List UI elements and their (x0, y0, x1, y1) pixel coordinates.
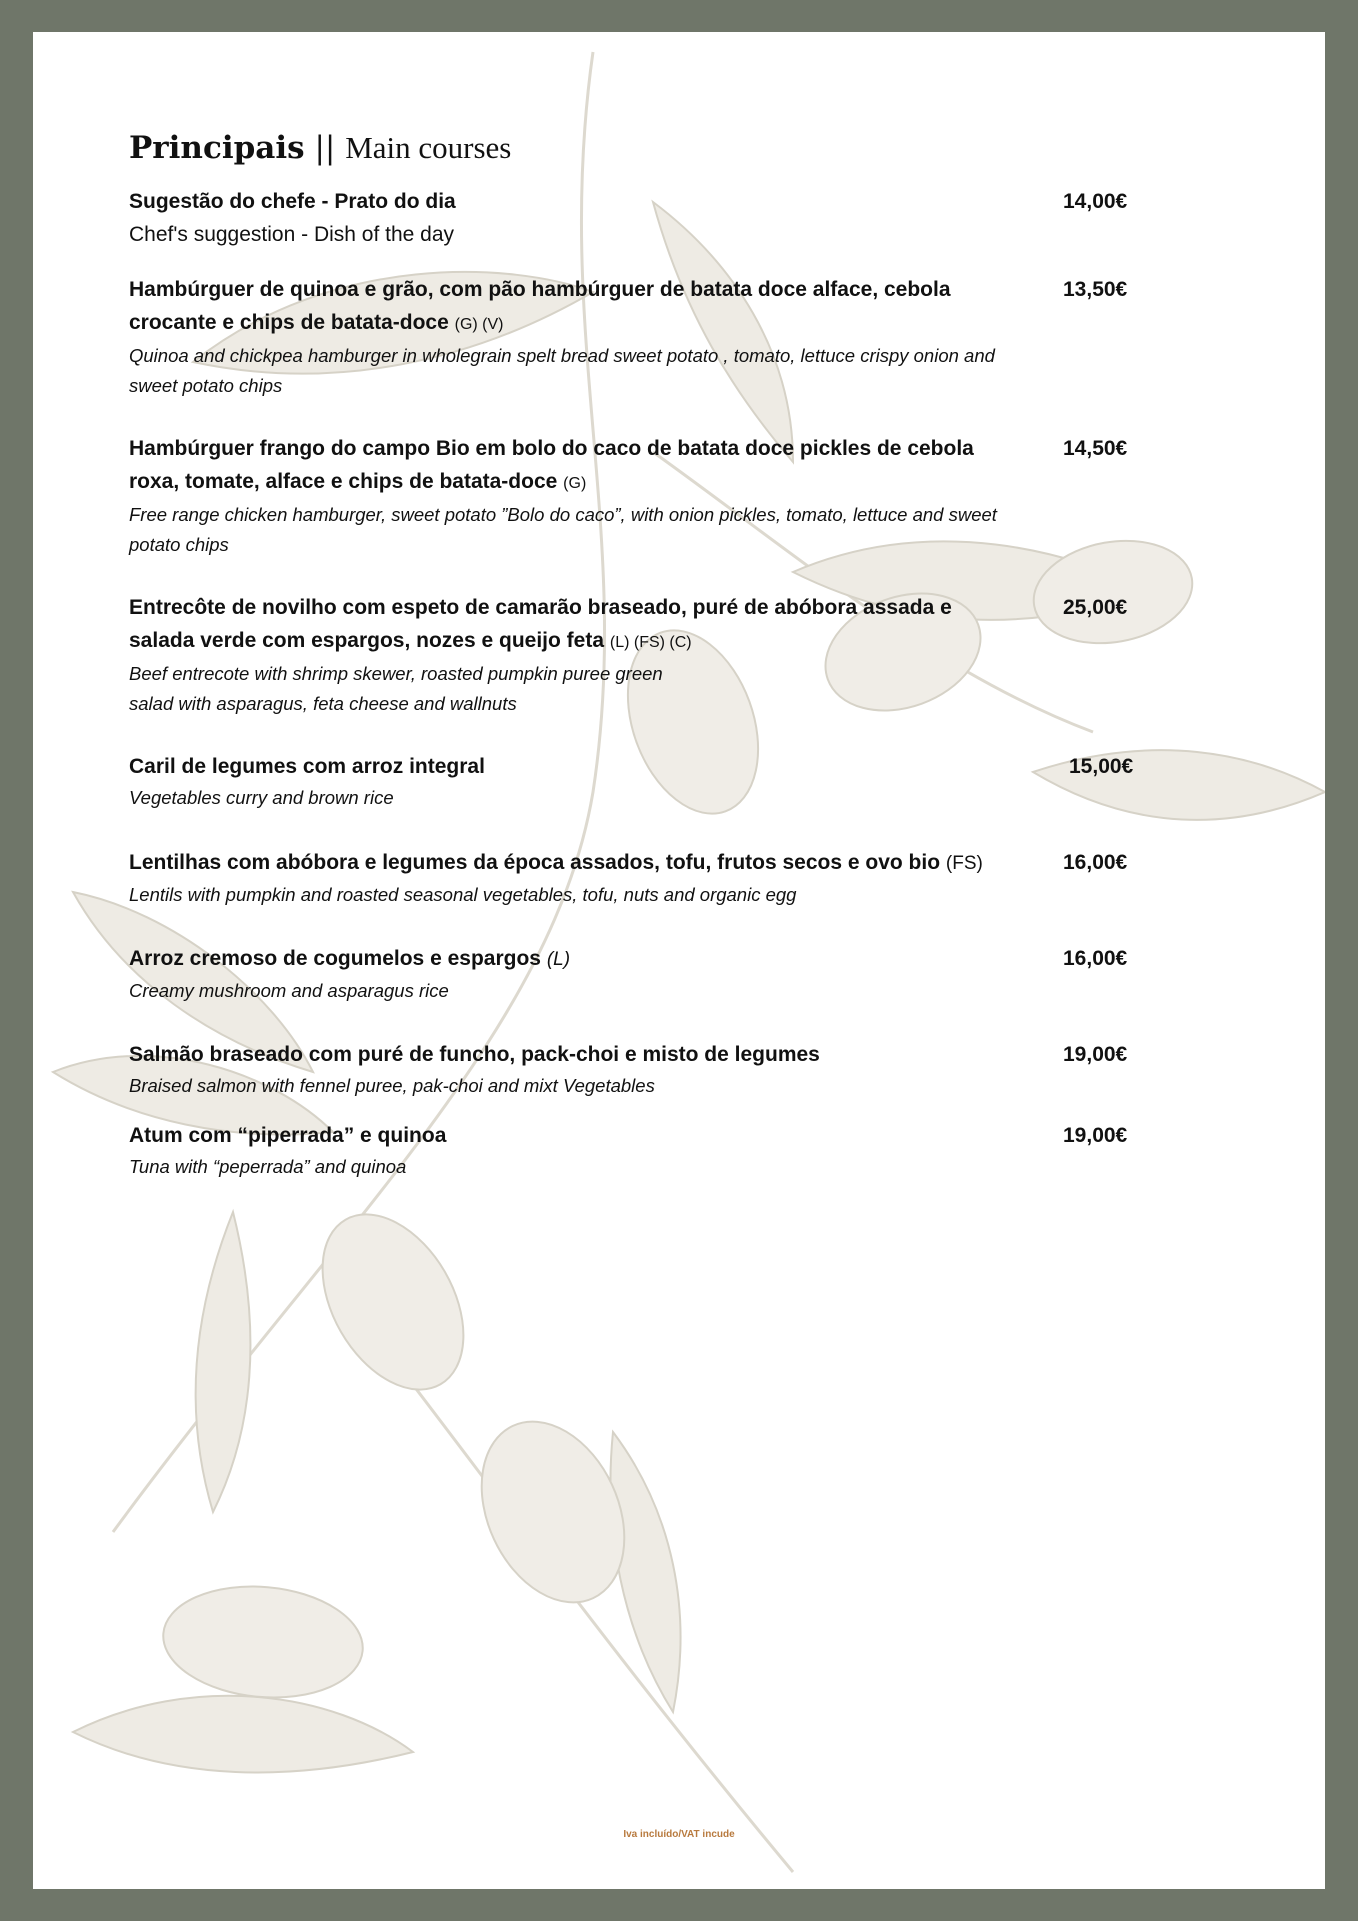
item-title-text: Lentilhas com abóbora e legumes da época assados, tofu, frutos secos e ovo bio (129, 851, 941, 874)
item-tags: (L) (FS) (C) (609, 634, 692, 651)
item-title-text: Arroz cremoso de cogumelos e espargos (129, 947, 541, 970)
menu-item (129, 750, 1279, 813)
item-tags: (G) (V) (454, 316, 504, 333)
heading-pt: Principais (129, 130, 305, 166)
item-price: 16,00€ (1063, 947, 1128, 970)
menu-item (129, 185, 1279, 251)
item-title: Sugestão do chefe - Prato do dia (129, 190, 456, 213)
leaf-shape (196, 1212, 251, 1512)
item-price: 19,00€ (1063, 1124, 1128, 1147)
item-tags: (G) (563, 475, 587, 492)
item-title (129, 273, 1009, 341)
heading-en: Main courses (345, 130, 512, 165)
item-description: Braised salmon with fennel puree, pak-choi and mixt Vegetables (129, 1075, 655, 1096)
item-tags: (L) (546, 949, 571, 970)
menu-item (129, 273, 1279, 401)
item-price: 19,00€ (1063, 1043, 1128, 1066)
item-title (129, 942, 1009, 976)
menu-item (129, 1038, 1279, 1101)
vat-footer-note: Iva incluído/VAT incude (623, 1829, 735, 1840)
heading-separator: || (304, 130, 346, 166)
item-description: Free range chicken hamburger, sweet potato ”Bolo do caco”, with onion pickles, tomato, lettuce and sweet potato chips (129, 504, 997, 555)
menu-page (33, 32, 1325, 1889)
menu-item (129, 432, 1279, 560)
menu-item (129, 942, 1279, 1006)
item-title-text: Entrecôte de novilho com espeto de camarão braseado, puré de abóbora assada e salada verde com espargos, nozes e queijo feta (129, 596, 952, 652)
item-title: Salmão braseado com puré de funcho, pack-choi e misto de legumes (129, 1043, 820, 1066)
item-price: 25,00€ (1063, 596, 1128, 619)
item-title (129, 591, 1009, 659)
item-price: 14,00€ (1063, 190, 1128, 213)
item-price: 16,00€ (1063, 851, 1128, 874)
item-price: 13,50€ (1063, 278, 1128, 301)
item-title-text: Hambúrguer frango do campo Bio em bolo do caco de batata doce pickles de cebola roxa, tomate, alface e chips de batata-doce (129, 437, 974, 493)
menu-item (129, 846, 1279, 910)
item-title: Caril de legumes com arroz integral (129, 755, 485, 778)
leaf-shape (73, 1696, 413, 1773)
section-heading (129, 130, 511, 166)
item-title (129, 846, 1029, 880)
leaf-shape (611, 1432, 681, 1712)
item-price: 14,50€ (1063, 437, 1128, 460)
menu-item (129, 1119, 1279, 1182)
olive-shape (294, 1190, 493, 1415)
item-title: Atum com “piperrada” e quinoa (129, 1124, 447, 1147)
item-description: Beef entrecote with shrimp skewer, roasted pumpkin puree green salad with asparagus, feta cheese and wallnuts (129, 663, 663, 714)
olive-shape (159, 1578, 368, 1705)
item-description: Vegetables curry and brown rice (129, 787, 394, 808)
item-description: Quinoa and chickpea hamburger in wholegrain spelt bread sweet potato , tomato, lettuce crispy onion and sweet potato chips (129, 345, 995, 396)
menu-item (129, 591, 1279, 719)
item-title-text: Hambúrguer de quinoa e grão, com pão hambúrguer de batata doce alface, cebola crocante e chips de batata-doce (129, 278, 951, 334)
item-tags: (FS) (945, 853, 983, 874)
item-description: Tuna with “peperrada” and quinoa (129, 1156, 407, 1177)
item-price: 15,00€ (1069, 755, 1134, 778)
item-description: Lentils with pumpkin and roasted seasonal vegetables, tofu, nuts and organic egg (129, 884, 797, 905)
item-description: Creamy mushroom and asparagus rice (129, 980, 449, 1001)
item-title (129, 432, 1009, 500)
item-english-title: Chef's suggestion - Dish of the day (129, 223, 455, 246)
